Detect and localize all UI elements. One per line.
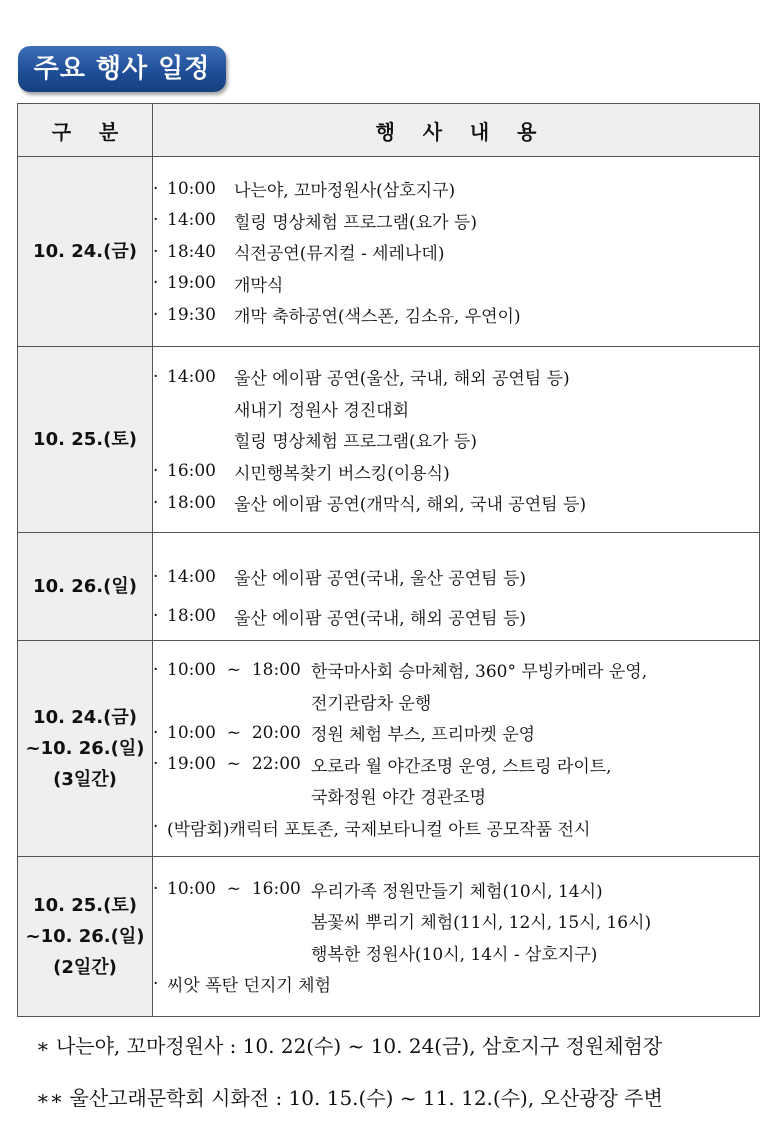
schedule-line [153,937,759,969]
schedule-line [153,749,759,781]
event-description: 봄꽃씨 뿌리기 체험(11시, 12시, 15시, 16시) [311,913,652,934]
bullet-mark: · [153,754,159,775]
table-row [18,347,760,533]
event-description: 울산 에이팜 공연(울산, 국내, 해외 공연팀 등) [234,369,570,389]
event-description: 시민행복찾기 버스킹(이용식) [234,463,450,484]
event-description: 오로라 월 야간조명 운영, 스트링 라이트, [311,756,612,777]
schedule-line [153,874,759,906]
bullet-mark: · [153,606,159,627]
date-cell [18,347,153,533]
event-description: 힐링 명상체험 프로그램(요가 등) [234,432,477,452]
table-row [18,157,760,347]
event-time: 16:00 [167,461,216,481]
schedule-line [153,173,759,205]
schedule-line [153,455,759,487]
date-label: ~10. 26.(일) [25,738,145,759]
event-description: 한국마사회 승마체험, 360° 무빙카메라 운영, [311,662,648,683]
event-time: 18:40 [167,241,216,262]
date-label: (3일간) [53,769,117,790]
table-row [18,857,760,1017]
event-description: 씨앗 폭탄 던지기 체험 [167,976,332,997]
bullet-mark: · [153,659,159,680]
table-header-row [18,104,760,157]
event-time: 10:00 [167,178,216,199]
event-time: 10:00 ~ 18:00 [167,659,301,680]
schedule-line [153,561,759,593]
schedule-line [153,654,759,686]
date-label: 10. 25.(토) [33,895,137,916]
event-time: 10:00 ~ 20:00 [167,722,301,743]
bullet-mark: · [153,178,159,199]
schedule-line [153,812,759,844]
event-description: 개막 축하공연(색스폰, 김소유, 우연이) [234,307,521,327]
bullet-mark: · [153,817,159,838]
schedule-line [153,361,759,393]
schedule-line [153,968,759,1000]
bullet-mark: · [153,566,159,587]
schedule-line [153,236,759,268]
date-cell [18,857,153,1017]
event-description: 울산 에이팜 공연(개막식, 해외, 국내 공연팀 등) [234,495,587,515]
content-cell [153,157,760,347]
event-description: 나는야, 꼬마정원사(삼호지구) [234,181,456,201]
event-description: (박람회)캐릭터 포토존, 국제보타니컬 아트 공모작품 전시 [167,819,591,840]
event-description: 개막식 [234,275,284,296]
bullet-mark: · [153,273,159,293]
date-label: (2일간) [53,957,117,978]
content-cell [153,857,760,1017]
event-description: 식전공연(뮤지컬 - 세레나데) [234,244,445,264]
schedule-line [153,267,759,299]
event-schedule-table [17,103,760,1017]
schedule-line [153,487,759,519]
date-label: 10. 24.(금) [33,707,137,728]
event-time: 19:00 [167,273,216,293]
date-cell [18,157,153,347]
event-time: 14:00 [167,366,216,387]
event-time: 14:00 [167,566,216,587]
schedule-line [153,905,759,937]
table-row [18,533,760,641]
event-description: 행복한 정원사(10시, 14시 - 삼호지구) [311,944,598,965]
header-content: 행 사 내 용 [153,104,760,157]
header-category: 구 분 [18,104,153,157]
bullet-mark: · [153,366,159,387]
event-description: 힐링 명상체험 프로그램(요가 등) [234,212,477,233]
schedule-line [153,424,759,456]
footnote-1: ∗ 나는야, 꼬마정원사 : 10. 22(수) ~ 10. 24(금), 삼호지구 정원체험장 [36,1034,663,1058]
schedule-line [153,686,759,718]
date-cell [18,641,153,857]
event-time: 18:00 [167,606,216,627]
date-label: 10. 26.(일) [33,576,137,597]
date-cell [18,533,153,641]
event-time: 19:00 ~ 22:00 [167,754,301,775]
event-description: 우리가족 정원만들기 체험(10시, 14시) [311,881,603,902]
date-label: ~10. 26.(일) [25,926,145,947]
bullet-mark: · [153,210,159,230]
section-title: 주요 행사 일정 [18,46,226,92]
event-description: 새내기 정원사 경진대회 [234,400,410,421]
bullet-mark: · [153,722,159,743]
event-time: 10:00 ~ 16:00 [167,879,301,900]
bullet-mark: · [153,304,159,325]
schedule-line [153,392,759,424]
event-time: 14:00 [167,210,216,230]
event-description: 울산 에이팜 공연(국내, 해외 공연팀 등) [234,608,527,629]
schedule-line [153,204,759,236]
date-label: 10. 24.(금) [33,241,137,262]
bullet-mark: · [153,879,159,900]
schedule-line [153,601,759,633]
event-time: 19:30 [167,304,216,325]
footnote-2: ∗∗ 울산고래문학회 시화전 : 10. 15.(수) ~ 11. 12.(수), 오산광장 주변 [36,1086,663,1110]
bullet-mark: · [153,492,159,513]
date-label: 10. 25.(토) [33,429,137,450]
event-description: 울산 에이팜 공연(국내, 울산 공연팀 등) [234,569,527,590]
schedule-line [153,299,759,331]
content-cell [153,347,760,533]
event-time: 18:00 [167,492,216,513]
bullet-mark: · [153,973,159,994]
bullet-mark: · [153,241,159,262]
schedule-line [153,717,759,749]
content-cell [153,641,760,857]
content-cell [153,533,760,641]
schedule-line [153,780,759,812]
table-row [18,641,760,857]
event-description: 전기관람차 운행 [311,693,432,714]
bullet-mark: · [153,461,159,481]
event-description: 정원 체험 부스, 프리마켓 운영 [311,725,536,746]
event-description: 국화정원 야간 경관조명 [311,788,487,809]
